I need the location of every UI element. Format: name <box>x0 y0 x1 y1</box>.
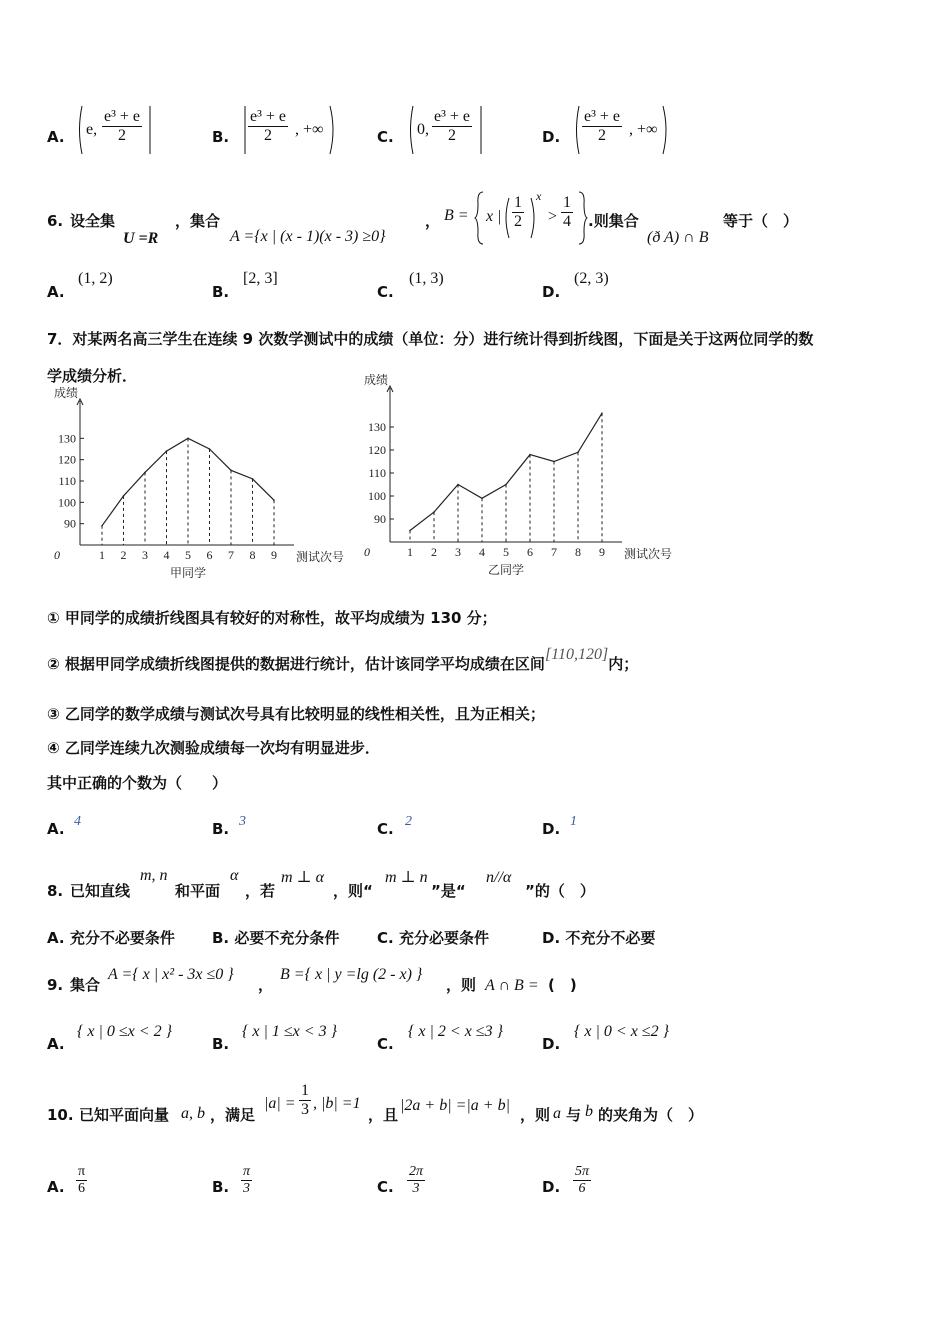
q10-option-b-den: 3 <box>243 1181 250 1197</box>
q8-text-5: ”是“ <box>431 882 466 900</box>
q9-option-c-label[interactable]: C. <box>377 1035 394 1053</box>
q5-d-frac-den: 2 <box>598 127 607 145</box>
y-axis-label: 成绩 <box>53 386 78 400</box>
q6-set-b-head: B = <box>444 207 469 224</box>
q6-option-d-label[interactable]: D. <box>542 283 561 301</box>
q10-option-a-num: π <box>76 1164 87 1181</box>
data-point <box>101 525 103 527</box>
q6-option-d-value: (2, 3) <box>574 270 609 287</box>
q7-option-d-label[interactable]: D. <box>542 820 561 838</box>
q10-option-a-value <box>76 1164 87 1197</box>
q10-option-a-label[interactable]: A. <box>47 1178 65 1196</box>
q5-b-right: , +∞ <box>295 121 324 138</box>
q8-option-c-value: 充分必要条件 <box>398 929 489 947</box>
x-tick-label: 9 <box>271 548 277 562</box>
q10-option-c-den: 3 <box>412 1181 420 1197</box>
q10-text-5: 与 <box>566 1106 582 1124</box>
q5-option-c-label[interactable]: C. <box>377 128 394 146</box>
data-point <box>187 438 189 440</box>
q7-option-b-label[interactable]: B. <box>212 820 230 838</box>
q10-a-num: 1 <box>299 1082 311 1101</box>
q6-number: 6. <box>47 212 64 230</box>
q8-option-c-label: C. <box>377 929 394 947</box>
q8-option-d[interactable] <box>542 931 655 946</box>
q10-text-1: 已知平面向量 <box>79 1106 170 1124</box>
q7-statement-2 <box>47 646 639 673</box>
x-tick-label: 4 <box>479 545 485 559</box>
q10-option-a-den: 6 <box>78 1181 86 1197</box>
q8-option-d-value: 不充分不必要 <box>565 929 656 947</box>
data-point <box>553 461 555 463</box>
q10-text-2: ，满足 <box>210 1106 256 1124</box>
x-tick-label: 6 <box>206 548 213 562</box>
q6-universal-set: U =R <box>123 230 159 247</box>
q5-d-frac-num: e³ + e <box>582 108 622 127</box>
q8-proposition-p: m ⊥ n <box>385 869 428 886</box>
q9-option-c-value: { x | 2 < x ≤3 } <box>408 1023 503 1040</box>
q10-option-c-num: 2π <box>407 1164 425 1181</box>
y-tick-label: 90 <box>64 516 76 531</box>
x-tick-label: 3 <box>142 548 148 562</box>
q5-c-frac-den: 2 <box>448 127 457 145</box>
y-tick-label: 110 <box>368 466 386 480</box>
x-tick-label: 7 <box>228 548 234 562</box>
q5-a-left: e, <box>86 121 98 138</box>
q5-option-a-label[interactable]: A. <box>47 128 65 146</box>
q5-b-frac-den: 2 <box>264 127 273 145</box>
data-point <box>166 450 168 452</box>
q8-option-a-label: A. <box>47 929 65 947</box>
q8-option-b-value: 必要不充分条件 <box>234 929 340 947</box>
x-tick-label: 1 <box>407 545 413 559</box>
q8-text-6: ”的（ ） <box>525 882 595 900</box>
q6-b-frac-den: 2 <box>514 213 522 231</box>
x-axis-label: 测试次号 <box>296 550 345 564</box>
q6-text-4: .则集合 <box>588 212 639 230</box>
q8-condition: m ⊥ α <box>281 869 324 886</box>
q10-text-6: 的夹角为（ ） <box>598 1106 704 1124</box>
chart-yi <box>350 373 680 582</box>
q7-statement-2-tail: 内； <box>608 655 639 673</box>
q10-number: 10. <box>47 1106 74 1124</box>
q6-text-1: 设全集 <box>70 212 116 230</box>
chart-title: 乙同学 <box>487 563 525 577</box>
q10-b-abs: , |b| =1 <box>313 1095 361 1112</box>
q8-option-c[interactable] <box>377 931 489 946</box>
origin-label: 0 <box>54 548 60 562</box>
y-tick-label: 120 <box>368 443 386 457</box>
q6-text-5: 等于（ ） <box>723 212 799 230</box>
series-line <box>410 413 602 530</box>
data-point <box>529 454 531 456</box>
q5-b-frac-num: e³ + e <box>248 108 288 127</box>
q10-a-frac <box>299 1082 311 1120</box>
x-tick-label: 5 <box>185 548 191 562</box>
q7-option-d-value: 1 <box>570 814 577 829</box>
q7-option-c-label[interactable]: C. <box>377 820 394 838</box>
q6-text-3: ， <box>425 212 441 230</box>
q7-option-a-value: 4 <box>74 814 81 829</box>
q7-interval: [110,120] <box>544 646 609 663</box>
q10-option-b-label[interactable]: B. <box>212 1178 230 1196</box>
q9-text-4: ( ) <box>548 976 577 994</box>
q10-a-abs: |a| = <box>264 1095 296 1112</box>
data-point <box>273 499 275 501</box>
q9-text-1: 集合 <box>70 976 101 994</box>
q8-option-a[interactable] <box>47 931 175 946</box>
q6-option-b-value: [2, 3] <box>243 270 278 287</box>
q9-expression: A ∩ B = <box>485 977 539 994</box>
q5-frac-num: e³ + e <box>102 108 142 127</box>
q7-option-b-value: 3 <box>239 814 246 829</box>
y-tick-label: 130 <box>368 420 386 434</box>
q6-set-b-x: x | <box>486 208 502 225</box>
q7-statement-4: ④ 乙同学连续九次测验成绩每一次均有明显进步． <box>47 739 380 757</box>
data-point <box>144 472 146 474</box>
q5-option-b-label[interactable]: B. <box>212 128 230 146</box>
q10-option-d-num: 5π <box>573 1164 591 1181</box>
q5-b-frac <box>248 108 288 146</box>
data-point <box>481 498 483 500</box>
q9-set-b: B ={ x | y =lg (2 - x) } <box>280 966 423 983</box>
q6-b-frac-num: 1 <box>512 194 524 213</box>
q8-text-2: 和平面 <box>175 882 221 900</box>
q9-option-d-value: { x | 0 < x ≤2 } <box>574 1023 669 1040</box>
q8-plane: α <box>230 867 239 884</box>
q5-option-d-label[interactable]: D. <box>542 128 561 146</box>
y-tick-label: 90 <box>374 512 386 526</box>
q10-a: a <box>553 1105 561 1122</box>
q5-c-left: 0, <box>417 121 429 138</box>
data-point <box>123 495 125 497</box>
x-tick-label: 5 <box>503 545 509 559</box>
q5-a-frac <box>102 108 142 146</box>
q9-number: 9. <box>47 976 64 994</box>
data-point <box>457 484 459 486</box>
q7-line-2: 学成绩分析． <box>47 367 138 385</box>
q8-option-d-label: D. <box>542 929 561 947</box>
q10-a-den: 3 <box>301 1101 309 1119</box>
q10-option-d-label[interactable]: D. <box>542 1178 561 1196</box>
q5-frac-den: 2 <box>118 127 127 145</box>
x-tick-label: 8 <box>575 545 581 559</box>
q6-option-b-label[interactable]: B. <box>212 283 230 301</box>
q8-lines: m, n <box>140 867 168 884</box>
q7-option-a-label[interactable]: A. <box>47 820 65 838</box>
data-point <box>409 530 411 532</box>
q6-b-rhs-den: 4 <box>563 213 571 231</box>
origin-label: 0 <box>364 545 370 559</box>
q7-statement-1: ① 甲同学的成绩折线图具有较好的对称性，故平均成绩为 130 分； <box>47 609 497 627</box>
q8-text-3: ，若 <box>245 882 276 900</box>
q6-option-a-label[interactable]: A. <box>47 283 65 301</box>
q7-statement-2-text: ② 根据甲同学成绩折线图提供的数据进行统计，估计该同学平均成绩在区间 <box>47 655 545 673</box>
data-point <box>433 511 435 513</box>
q8-number: 8. <box>47 882 64 900</box>
q10-option-c-label[interactable]: C. <box>377 1178 394 1196</box>
q5-d-frac <box>582 108 622 146</box>
q7-statement-3: ③ 乙同学的数学成绩与测试次号具有比较明显的线性相关性，且为正相关； <box>47 705 545 723</box>
q8-option-b-label: B. <box>212 929 230 947</box>
q6-b-gt: > <box>548 208 558 225</box>
q10-b: b <box>585 1103 593 1120</box>
x-tick-label: 4 <box>163 548 170 562</box>
q10-text-4: ，则 <box>520 1106 551 1124</box>
q5-c-frac <box>432 108 472 146</box>
y-tick-label: 100 <box>58 495 76 510</box>
q6-b-exp: x <box>536 189 542 203</box>
data-point <box>209 448 211 450</box>
x-tick-label: 3 <box>455 545 461 559</box>
y-tick-label: 110 <box>58 474 76 488</box>
q10-option-d-value <box>573 1164 591 1197</box>
x-axis-label: 测试次号 <box>624 547 673 561</box>
chart-jia <box>40 386 370 582</box>
q9-text-2: ， <box>258 976 274 994</box>
data-point <box>505 484 507 486</box>
chart-title: 甲同学 <box>169 566 207 580</box>
x-tick-label: 8 <box>249 548 256 562</box>
y-tick-label: 120 <box>58 452 76 467</box>
q7-ask: 其中正确的个数为（ ） <box>47 774 228 792</box>
q9-option-b-value: { x | 1 ≤x < 3 } <box>242 1023 337 1040</box>
q6-expression: (ð A) ∩ B <box>647 229 709 246</box>
y-tick-label: 130 <box>58 431 76 446</box>
q6-b-rhs-num: 1 <box>561 194 573 213</box>
q10-text-3: ，且 <box>368 1106 399 1124</box>
q10-equation: |2a + b| =|a + b| <box>400 1097 510 1114</box>
q9-text-3: ，则 <box>446 976 477 994</box>
q10-option-b-num: π <box>241 1164 252 1181</box>
q6-b-frac <box>512 194 524 232</box>
x-tick-label: 9 <box>599 545 605 559</box>
q6-option-c-label[interactable]: C. <box>377 283 394 301</box>
x-tick-label: 2 <box>120 548 127 562</box>
x-tick-label: 7 <box>551 545 557 559</box>
data-point <box>252 478 254 480</box>
q10-option-c-value <box>407 1164 425 1197</box>
q8-option-a-value: 充分不必要条件 <box>69 929 175 947</box>
q5-d-right: , +∞ <box>629 121 658 138</box>
q10-option-b-value <box>241 1164 252 1197</box>
q6-option-c-value: (1, 3) <box>409 270 444 287</box>
q8-proposition-q: n//α <box>486 869 512 886</box>
x-tick-label: 2 <box>431 545 437 559</box>
x-tick-label: 6 <box>527 545 533 559</box>
y-axis-label: 成绩 <box>363 373 388 387</box>
q6-text-2: ，集合 <box>175 212 221 230</box>
data-point <box>230 470 232 472</box>
q8-option-b[interactable] <box>212 931 339 946</box>
q9-option-a-label[interactable]: A. <box>47 1035 65 1053</box>
y-tick-label: 100 <box>368 489 386 503</box>
q9-option-b-label[interactable]: B. <box>212 1035 230 1053</box>
q9-option-d-label[interactable]: D. <box>542 1035 561 1053</box>
q10-option-d-den: 6 <box>578 1181 586 1197</box>
q9-set-a: A ={ x | x² - 3x ≤0 } <box>108 966 234 983</box>
q10-vectors: a, b <box>181 1105 205 1122</box>
q8-text-4: ，则“ <box>333 882 373 900</box>
q7-line-1: 7．对某两名高三学生在连续 9 次数学测试中的成绩（单位：分）进行统计得到折线图，下面是关于这两位同学的数 <box>47 330 814 348</box>
q7-option-c-value: 2 <box>405 814 412 829</box>
data-point <box>601 412 603 414</box>
q6-b-rhs <box>561 194 573 232</box>
x-tick-label: 1 <box>99 548 105 562</box>
q6-option-a-value: (1, 2) <box>78 270 113 287</box>
q9-option-a-value: { x | 0 ≤x < 2 } <box>77 1023 172 1040</box>
data-point <box>577 452 579 454</box>
q6-set-a: A ={x | (x - 1)(x - 3) ≥0} <box>230 228 386 245</box>
q8-text-1: 已知直线 <box>70 882 131 900</box>
q5-c-frac-num: e³ + e <box>432 108 472 127</box>
